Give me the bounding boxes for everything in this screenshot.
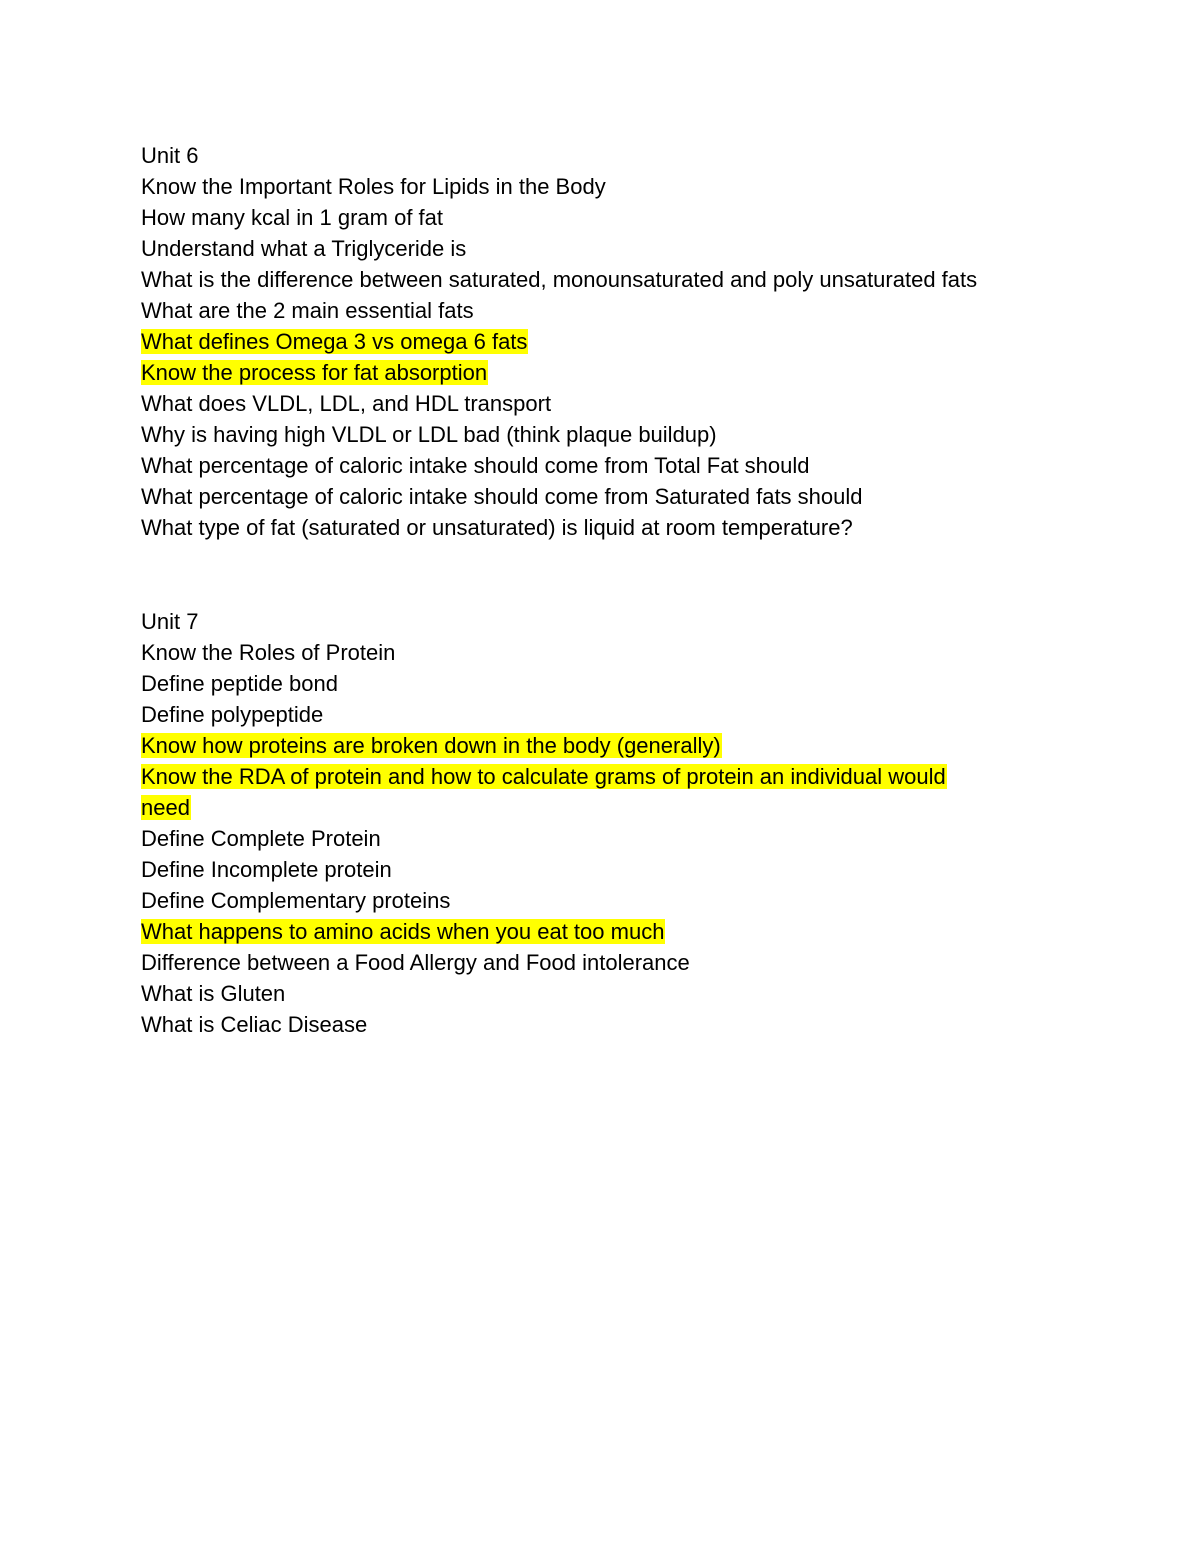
unit-7-heading: Unit 7 <box>141 609 199 634</box>
unit-6-item: What percentage of caloric intake should come from Saturated fats should <box>141 484 863 509</box>
unit-7-item: What is Celiac Disease <box>141 1012 368 1037</box>
unit-6-item: What percentage of caloric intake should come from Total Fat should <box>141 453 810 478</box>
unit-6-item: What is the difference between saturated, monounsaturated and poly unsaturated fats <box>141 267 978 292</box>
unit-6-item: What are the 2 main essential fats <box>141 298 474 323</box>
unit-6-item: What does VLDL, LDL, and HDL transport <box>141 391 552 416</box>
unit-6-item: Why is having high VLDL or LDL bad (think plaque buildup) <box>141 422 717 447</box>
unit-7-item: Define Complementary proteins <box>141 888 451 913</box>
highlight: Know the RDA of protein and how to calculate grams of protein an individual would <box>141 764 946 789</box>
unit-6-item: Know the Important Roles for Lipids in the Body <box>141 174 606 199</box>
unit-6-item: What type of fat (saturated or unsaturated) is liquid at room temperature? <box>141 515 853 540</box>
unit-7-item-highlighted <box>141 730 1041 761</box>
highlight: Know the process for fat absorption <box>141 360 488 385</box>
highlight: What defines Omega 3 vs omega 6 fats <box>141 329 528 354</box>
unit-7-item-highlighted <box>141 792 1041 823</box>
unit-7-item: Define Complete Protein <box>141 826 381 851</box>
unit-7-item: Difference between a Food Allergy and Food intolerance <box>141 950 690 975</box>
unit-7-item: What is Gluten <box>141 981 286 1006</box>
unit-6-section <box>141 140 1041 543</box>
unit-7-section <box>141 606 1041 1040</box>
highlight: What happens to amino acids when you eat too much <box>141 919 665 944</box>
unit-7-item: Define polypeptide <box>141 702 324 727</box>
unit-7-item: Define Incomplete protein <box>141 857 392 882</box>
unit-6-item: How many kcal in 1 gram of fat <box>141 205 444 230</box>
unit-6-heading: Unit 6 <box>141 143 199 168</box>
unit-6-item: Understand what a Triglyceride is <box>141 236 467 261</box>
unit-7-item-highlighted <box>141 916 1041 947</box>
unit-6-item-highlighted <box>141 326 1041 357</box>
unit-7-item-highlighted <box>141 761 1041 792</box>
unit-7-item: Know the Roles of Protein <box>141 640 396 665</box>
highlight: Know how proteins are broken down in the body (generally) <box>141 733 721 758</box>
unit-6-item-highlighted <box>141 357 1041 388</box>
highlight: need <box>141 795 190 820</box>
unit-7-item: Define peptide bond <box>141 671 338 696</box>
